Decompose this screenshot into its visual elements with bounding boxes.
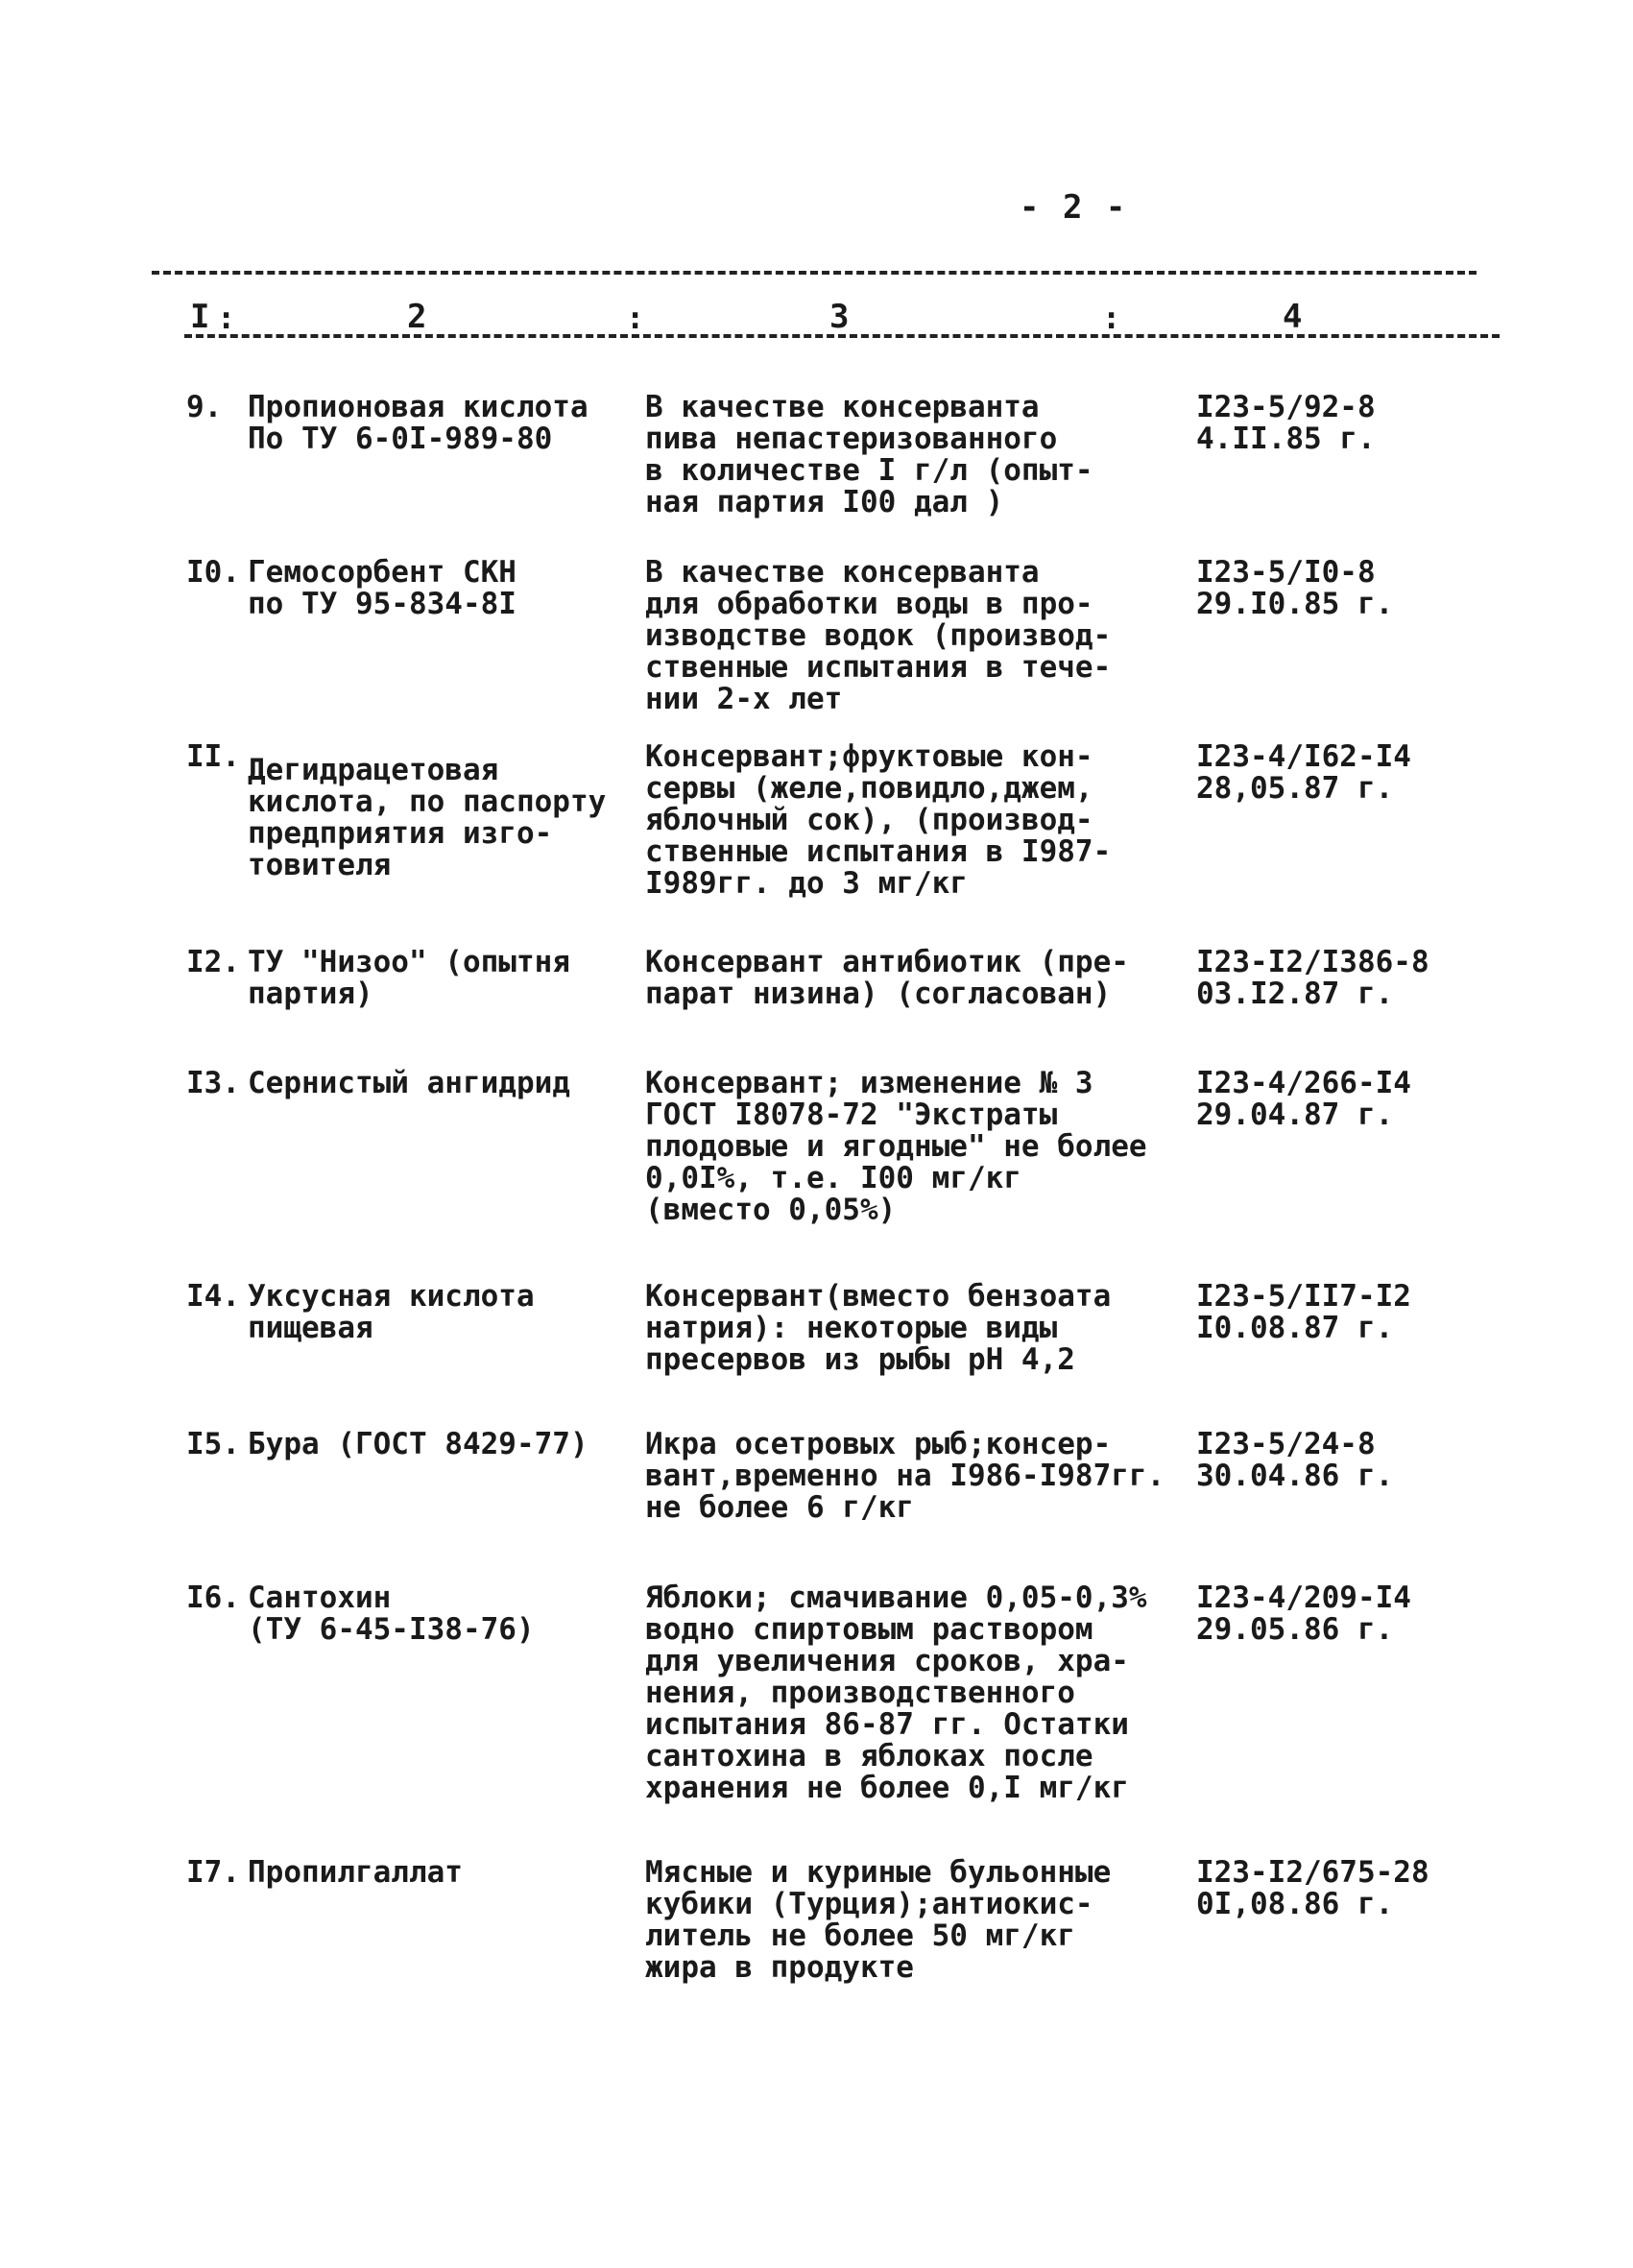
approval-reference: I23-5/II7-I2 I0.08.87 г. — [1196, 1279, 1411, 1345]
column-header-1: I — [190, 298, 210, 336]
substance-name: ТУ "Низоо" (опытня партия) — [248, 945, 570, 1011]
approval-reference: I23-I2/675-28 0I,08.86 г. — [1196, 1855, 1429, 1921]
approval-reference: I23-4/209-I4 29.05.86 г. — [1196, 1580, 1411, 1647]
column-separator: : — [626, 300, 645, 336]
row-number: I7. — [186, 1855, 240, 1890]
usage-description: В качестве консерванта пива непастеризованного в количестве I г/л (опыт- ная партия I00 дал ) — [645, 390, 1093, 519]
column-header-2: 2 — [407, 298, 427, 336]
usage-description: Икра осетровых рыб;консер- вант,временно на I986-I987гг. не более 6 г/кг — [645, 1427, 1165, 1525]
substance-name: Сантохин (ТУ 6-45-I38-76) — [248, 1580, 535, 1647]
top-dashed-rule — [152, 271, 1477, 275]
column-separator: : — [1102, 300, 1121, 336]
substance-name: Дегидрацетовая кислота, по паспорту предприятия изго- товителя — [248, 753, 607, 882]
usage-description: Мясные и куриные бульонные кубики (Турция);антиокис- литель не более 50 мг/кг жира в продукте — [645, 1855, 1112, 1985]
column-header-4: 4 — [1283, 298, 1303, 336]
row-number: I0. — [186, 555, 240, 590]
approval-reference: I23-5/I0-8 29.I0.85 г. — [1196, 555, 1394, 621]
substance-name: Сернистый ангидрид — [248, 1066, 570, 1100]
usage-description: Консервант;фруктовые кон- сервы (желе,повидло,джем, яблочный сок), (производ- ственные испытания в I987- I989гг. до 3 мг/кг — [645, 739, 1112, 901]
approval-reference: I23-I2/I386-8 03.I2.87 г. — [1196, 945, 1429, 1011]
substance-name: Бура (ГОСТ 8429-77) — [248, 1427, 588, 1461]
page-number: - 2 - — [1020, 188, 1128, 227]
approval-reference: I23-4/I62-I4 28,05.87 г. — [1196, 739, 1411, 806]
substance-name: Пропилгаллат — [248, 1855, 463, 1890]
row-number: I2. — [186, 945, 240, 979]
approval-reference: I23-5/92-8 4.II.85 г. — [1196, 390, 1376, 456]
row-number: 9. — [186, 390, 223, 424]
approval-reference: I23-5/24-8 30.04.86 г. — [1196, 1427, 1394, 1493]
substance-name: Уксусная кислота пищевая — [248, 1279, 535, 1345]
column-separator: : — [217, 300, 236, 336]
usage-description: Яблоки; смачивание 0,05-0,3% водно спиртовым раствором для увеличения сроков, хра- нения, производственного испытания 86-87 гг. Остатки сантохина в яблоках после хранения не более 0,I мг/кг — [645, 1580, 1147, 1805]
approval-reference: I23-4/266-I4 29.04.87 г. — [1196, 1066, 1411, 1132]
usage-description: Консервант антибиотик (пре- парат низина) (согласован) — [645, 945, 1129, 1011]
row-number: I5. — [186, 1427, 240, 1461]
row-number: I3. — [186, 1066, 240, 1100]
header-dashed-rule — [184, 334, 1500, 338]
row-number: I4. — [186, 1279, 240, 1314]
usage-description: Консервант(вместо бензоата натрия): некоторые виды пресервов из рыбы рН 4,2 — [645, 1279, 1112, 1377]
column-header-3: 3 — [829, 298, 850, 336]
row-number: II. — [186, 739, 240, 774]
usage-description: Консервант; изменение № 3 ГОСТ I8078-72 "Экстраты плодовые и ягодные" не более 0,0I%, т.е. I00 мг/кг (вместо 0,05%) — [645, 1066, 1147, 1227]
usage-description: В качестве консерванта для обработки воды в про- изводстве водок (производ- ственные испытания в тече- нии 2-х лет — [645, 555, 1112, 716]
row-number: I6. — [186, 1580, 240, 1615]
substance-name: Пропионовая кислота По ТУ 6-0I-989-80 — [248, 390, 588, 456]
substance-name: Гемосорбент СКН по ТУ 95-834-8I — [248, 555, 516, 621]
